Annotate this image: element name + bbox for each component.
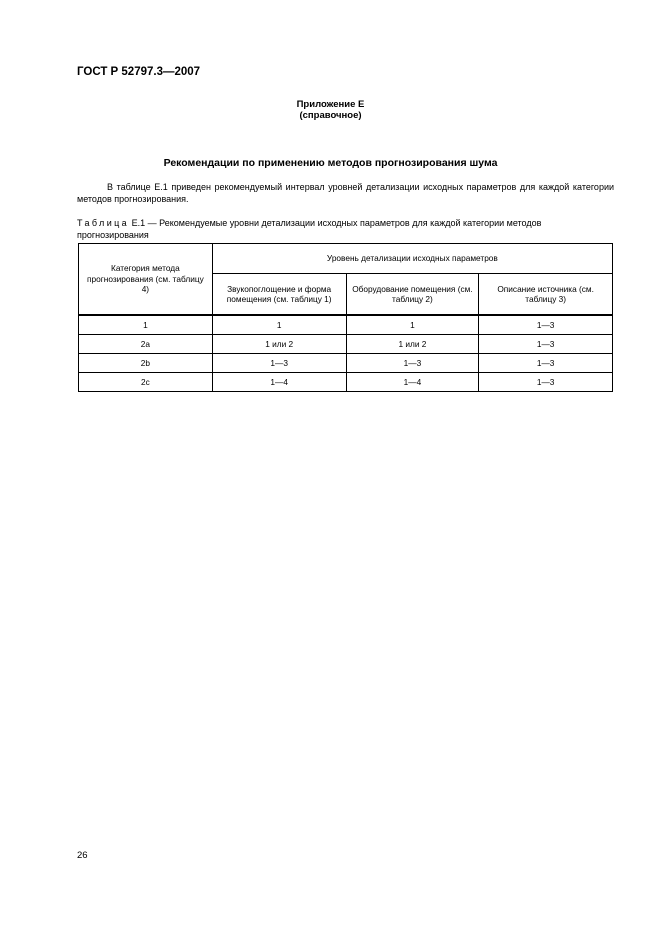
table-row (79, 335, 613, 354)
parameters-table (78, 243, 613, 392)
table-cell: 1—3 (479, 335, 613, 354)
table-caption (77, 218, 614, 241)
table-cell: 1—3 (479, 354, 613, 373)
document-code: ГОСТ Р 52797.3—2007 (77, 66, 201, 78)
appendix-heading (0, 99, 661, 121)
row-header-category: Категория метода прогнозирования (см. таблицу 4) (79, 244, 213, 316)
table-cell: 1—3 (212, 354, 346, 373)
table-row (79, 373, 613, 392)
table-caption-text: — Рекомендуемые уровни детализации исходных параметров для каждой категории методов прогнозирования (77, 218, 542, 240)
table-cell: 1 (212, 315, 346, 335)
table-cell: 1—3 (346, 354, 479, 373)
table-cell: 1 (346, 315, 479, 335)
table-row (79, 315, 613, 335)
table-cell: 1—4 (346, 373, 479, 392)
intro-paragraph: В таблице Е.1 приведен рекомендуемый интервал уровней детализации исходных параметров для каждой категории методов прогнозирования. (77, 182, 614, 204)
table-cell: 1—4 (212, 373, 346, 392)
table-cell: 1 или 2 (346, 335, 479, 354)
column-header-absorption: Звукопоглощение и форма помещения (см. таблицу 1) (212, 274, 346, 316)
table-cell: 1—3 (479, 315, 613, 335)
table-cell: 1 или 2 (212, 335, 346, 354)
column-header-equipment: Оборудование помещения (см. таблицу 2) (346, 274, 479, 316)
page-number: 26 (77, 850, 88, 861)
column-header-source: Описание источника (см. таблицу 3) (479, 274, 613, 316)
table-cell: 2a (79, 335, 213, 354)
table-caption-number: Е.1 (131, 218, 146, 228)
table-row (79, 354, 613, 373)
table-cell: 2c (79, 373, 213, 392)
group-header-detail-level: Уровень детализации исходных параметров (212, 244, 612, 274)
section-title: Рекомендации по применению методов прогнозирования шума (163, 157, 498, 169)
table-caption-label: Таблица (77, 218, 130, 228)
table-cell: 1—3 (479, 373, 613, 392)
table-cell: 1 (79, 315, 213, 335)
table-cell: 2b (79, 354, 213, 373)
appendix-name: Приложение Е (296, 99, 365, 110)
appendix-type: (справочное) (299, 110, 362, 121)
